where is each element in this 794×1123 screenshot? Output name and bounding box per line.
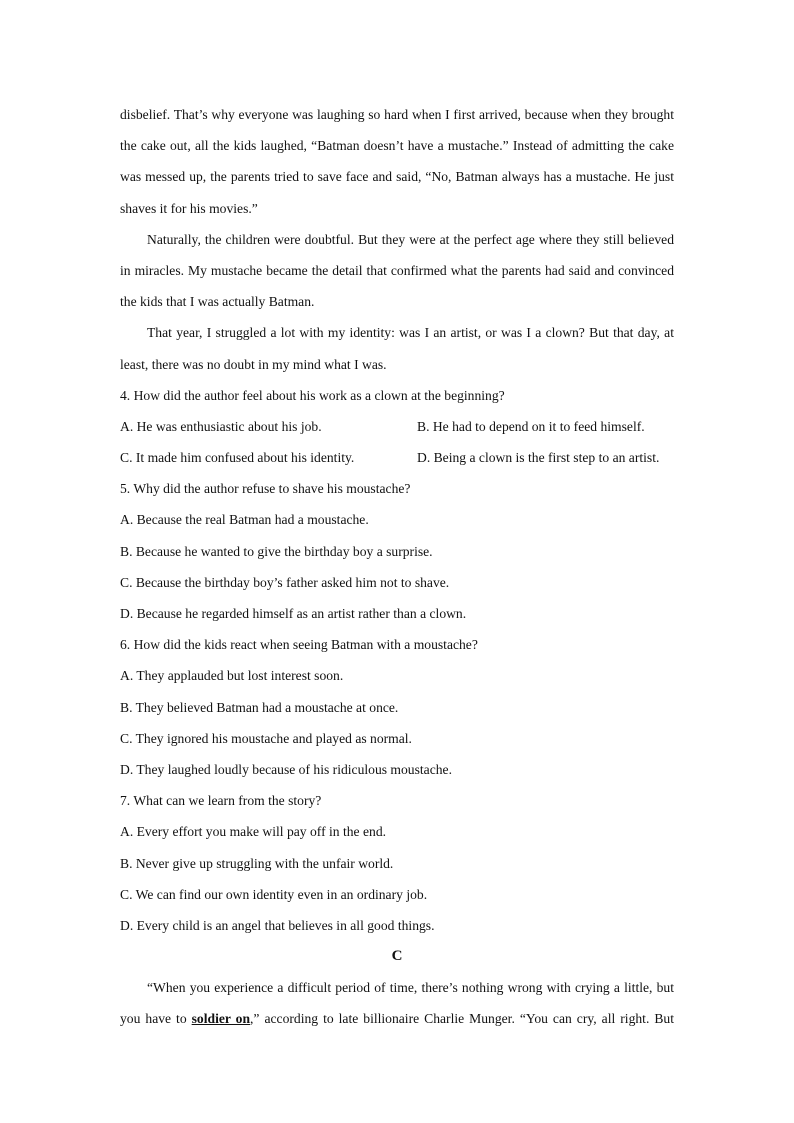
text-line: in miracles. My mustache became the detail that confirmed what the parents had said and convinced [120, 262, 674, 278]
option-d: D. Every child is an angel that believes in all good things. [120, 917, 435, 933]
text-line: least, there was no doubt in my mind what I was. [120, 356, 387, 372]
text-line [120, 1003, 674, 1034]
text-line: was messed up, the parents tried to save face and said, “No, Batman always has a mustache. He just [120, 169, 674, 185]
text-line: the kids that I was actually Batman. [120, 294, 315, 310]
highlighted-phrase: soldier on [191, 1011, 251, 1027]
text-fragment: you have to [120, 1011, 192, 1027]
paragraph-disbelief [120, 99, 674, 224]
question-5 [120, 473, 674, 629]
paragraph-identity [120, 317, 674, 379]
option-d: D. They laughed loudly because of his ridiculous moustache. [120, 761, 452, 777]
option-row [120, 411, 674, 442]
option-d: D. Being a clown is the first step to an artist. [417, 450, 660, 466]
text-line: “When you experience a difficult period of time, there’s nothing wrong with crying a little, but [147, 980, 674, 996]
option-a: A. They applauded but lost interest soon. [120, 668, 344, 684]
question-stem: 6. How did the kids react when seeing Batman with a moustache? [120, 637, 478, 653]
option-b: B. They believed Batman had a moustache at once. [120, 699, 399, 715]
question-stem: 7. What can we learn from the story? [120, 793, 322, 809]
text-line: That year, I struggled a lot with my identity: was I an artist, or was I a clown? But that day, at [147, 325, 674, 341]
paragraph-naturally [120, 224, 674, 318]
paragraph-section-c [120, 972, 674, 1034]
option-row [120, 442, 674, 473]
option-b: B. Never give up struggling with the unfair world. [120, 855, 394, 871]
page-content [120, 99, 674, 1035]
text-line: disbelief. That’s why everyone was laughing so hard when I first arrived, because when they brought [120, 107, 674, 122]
text-line: shaves it for his movies.” [120, 200, 258, 216]
text-fragment: ,” according to late billionaire Charlie Munger. “You can cry, all right. But [250, 1011, 674, 1027]
question-6 [120, 629, 674, 785]
option-d: D. Because he regarded himself as an artist rather than a clown. [120, 606, 467, 621]
option-c: C. It made him confused about his identity. [120, 450, 355, 466]
text-line: Naturally, the children were doubtful. But they were at the perfect age where they still believed [147, 231, 674, 247]
question-stem: 5. Why did the author refuse to shave his moustache? [120, 481, 411, 497]
option-c: C. They ignored his moustache and played as normal. [120, 730, 412, 746]
question-stem: 4. How did the author feel about his work as a clown at the beginning? [120, 387, 505, 403]
option-c: C. We can find our own identity even in an ordinary job. [120, 886, 428, 902]
option-b: B. He had to depend on it to feed himself. [417, 418, 645, 434]
option-c: C. Because the birthday boy’s father asked him not to shave. [120, 574, 450, 590]
question-4 [120, 380, 674, 474]
option-a: A. Because the real Batman had a moustache. [120, 512, 369, 528]
text-line: the cake out, all the kids laughed, “Batman doesn’t have a mustache.” Instead of admitting the cake [120, 138, 674, 154]
option-a: A. He was enthusiastic about his job. [120, 418, 322, 434]
section-heading-c: C [391, 948, 403, 965]
question-7 [120, 785, 674, 941]
option-b: B. Because he wanted to give the birthday boy a surprise. [120, 543, 433, 559]
option-a: A. Every effort you make will pay off in the end. [120, 824, 387, 840]
